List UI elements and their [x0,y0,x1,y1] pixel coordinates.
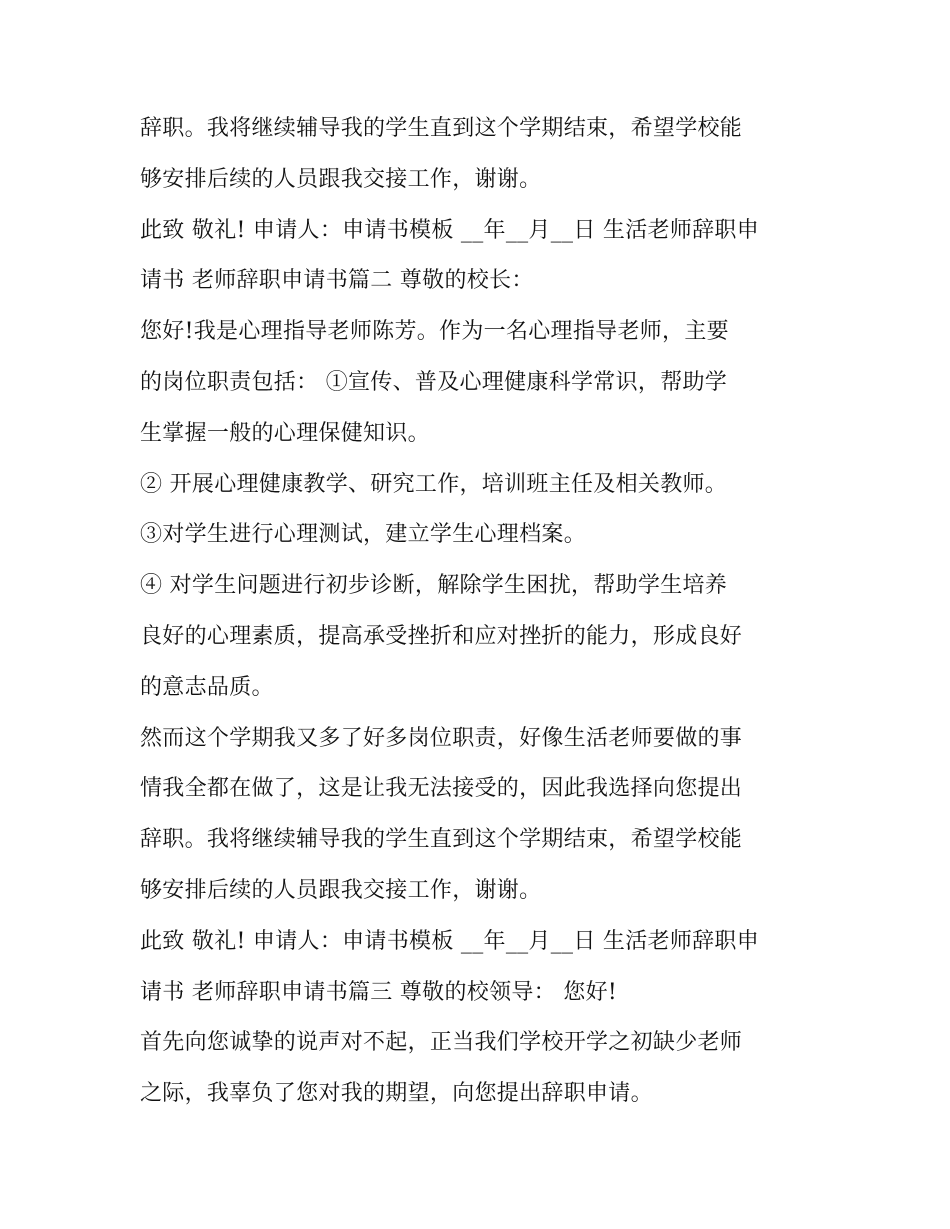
text-line-17: 此致 敬礼! 申请人：申请书模板 __年__月__日 生活老师辞职申 [140,928,760,954]
text-line-7: 生掌握一般的心理保健知识。 [140,420,430,446]
text-line-10: ④ 对学生问题进行初步诊断，解除学生困扰，帮助学生培养 [140,573,728,599]
text-line-14: 情我全都在做了，这是让我无法接受的，因此我选择向您提出 [140,776,743,802]
text-line-19: 首先向您诚挚的说声对不起，正当我们学校开学之初缺少老师 [140,1030,743,1056]
text-line-16: 够安排后续的人员跟我交接工作，谢谢。 [140,877,542,903]
text-line-18: 请书 老师辞职申请书篇三 尊敬的校领导： 您好! [140,979,618,1005]
text-line-11: 良好的心理素质，提高承受挫折和应对挫折的能力，形成良好 [140,623,743,649]
text-line-13: 然而这个学期我又多了好多岗位职责，好像生活老师要做的事 [140,725,743,751]
text-line-15: 辞职。我将继续辅导我的学生直到这个学期结束，希望学校能 [140,827,743,853]
text-line-5: 您好!我是心理指导老师陈芳。作为一名心理指导老师，主要 [140,319,729,345]
text-line-12: 的意志品质。 [140,674,274,700]
text-line-20: 之际，我辜负了您对我的期望，向您提出辞职申请。 [140,1081,653,1107]
text-line-8: ② 开展心理健康教学、研究工作，培训班主任及相关教师。 [140,471,728,497]
text-line-1: 辞职。我将继续辅导我的学生直到这个学期结束，希望学校能 [140,116,743,141]
text-line-4: 请书 老师辞职申请书篇二 尊敬的校长： [140,268,534,294]
body-text [140,104,820,1120]
text-line-6: 的岗位职责包括： ①宣传、普及心理健康科学常识，帮助学 [140,369,728,395]
text-line-2: 够安排后续的人员跟我交接工作，谢谢。 [140,166,542,192]
text-line-9: ③对学生进行心理测试，建立学生心理档案。 [140,522,587,548]
text-line-3: 此致 敬礼! 申请人：申请书模板 __年__月__日 生活老师辞职申 [140,217,760,243]
